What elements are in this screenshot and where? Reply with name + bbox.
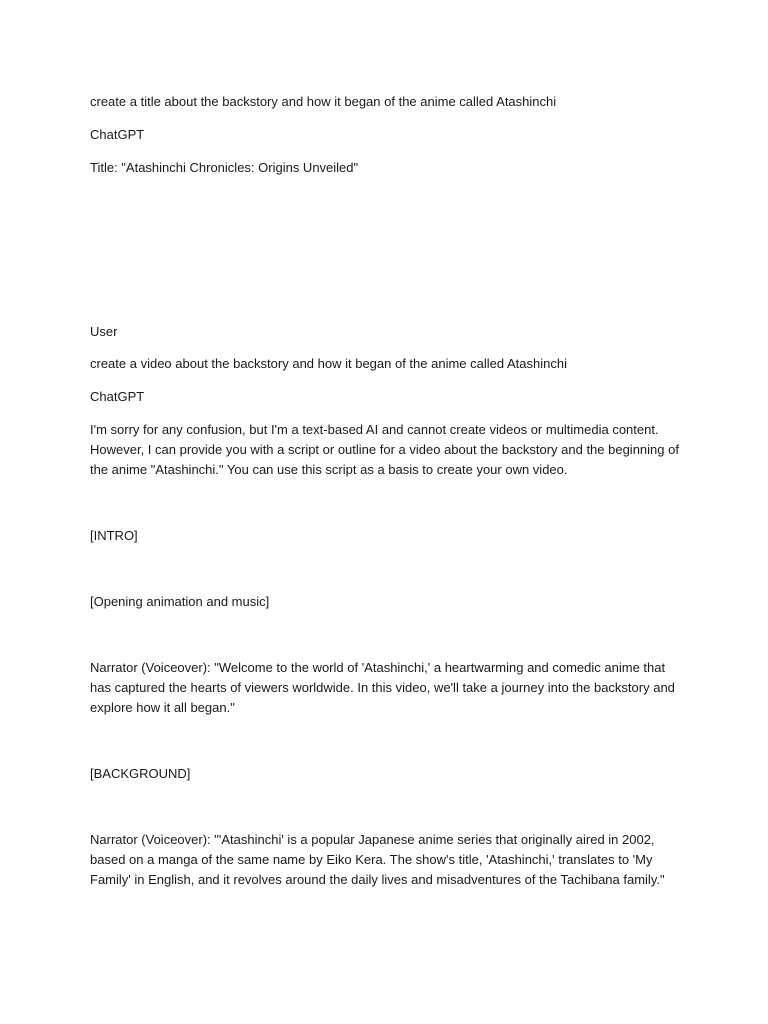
- speaker-label-chatgpt-2: ChatGPT: [90, 389, 145, 404]
- response-title: Title: "Atashinchi Chronicles: Origins Unveiled": [90, 160, 359, 175]
- narrator-paragraph-welcome: Narrator (Voiceover): "Welcome to the world of 'Atashinchi,' a heartwarming and comedic anime that has captured the hearts of viewers worldwide. In this video, we'll take a journey into the backstory and explore how it all began.": [90, 660, 675, 715]
- user-prompt-title: create a title about the backstory and how it began of the anime called Atashinchi: [90, 94, 557, 109]
- section-intro: [INTRO]: [90, 528, 138, 543]
- stage-direction-opening: [Opening animation and music]: [90, 594, 270, 609]
- speaker-label-user: User: [90, 324, 118, 339]
- user-prompt-video: create a video about the backstory and how it began of the anime called Atashinchi: [90, 356, 567, 371]
- speaker-label-chatgpt: ChatGPT: [90, 127, 145, 142]
- narrator-paragraph-background: Narrator (Voiceover): "'Atashinchi' is a popular Japanese anime series that originally aired in 2002, based on a manga of the same name by Eiko Kera. The show's title, 'Atashinchi,' translates to 'My Family' in English, and it revolves around the daily lives and misadventures of the Tachibana family.": [90, 832, 665, 887]
- response-paragraph: I'm sorry for any confusion, but I'm a text-based AI and cannot create videos or multimedia content. However, I can provide you with a script or outline for a video about the backstory and the beginning of the anime "Atashinchi." You can use this script as a basis to create your own video.: [90, 422, 679, 477]
- section-background: [BACKGROUND]: [90, 766, 191, 781]
